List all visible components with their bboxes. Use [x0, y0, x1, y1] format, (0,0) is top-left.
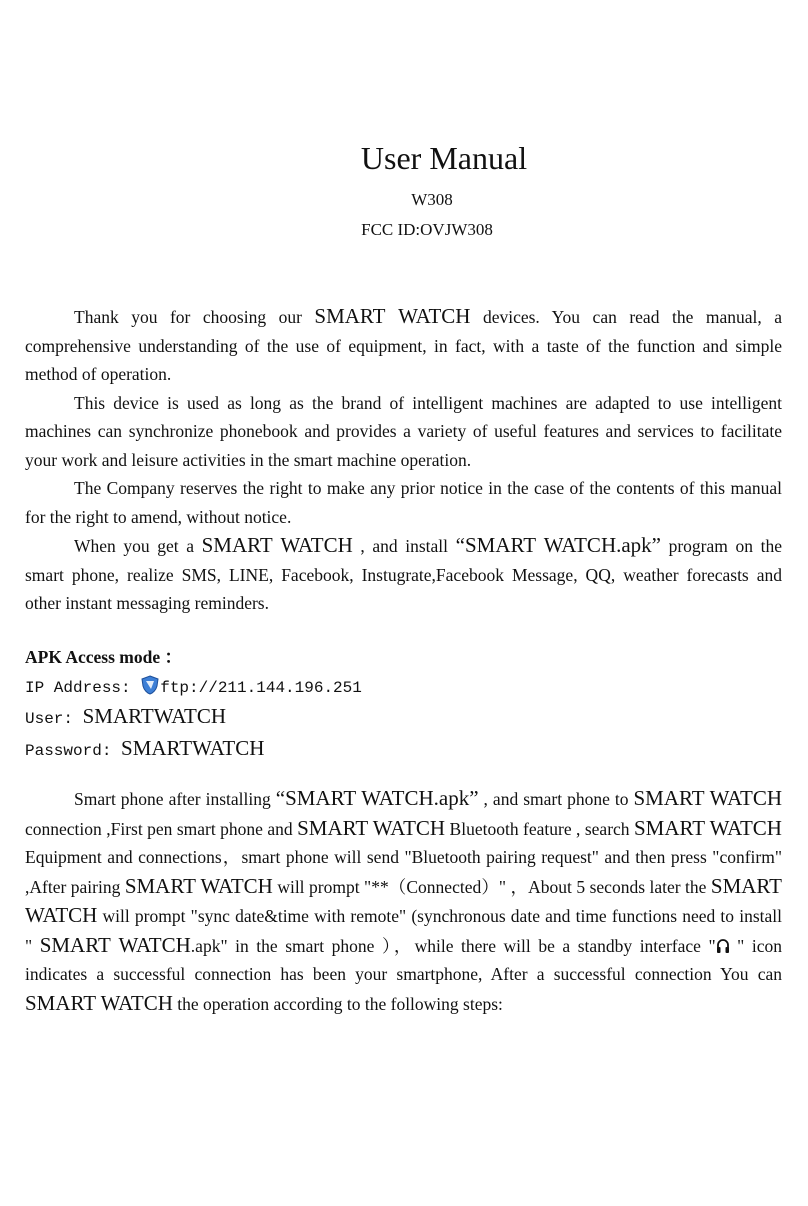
connection-section: [25, 784, 782, 1018]
user-label: User:: [25, 710, 83, 728]
connection-text: Bluetooth feature , search: [445, 818, 634, 839]
brand-name: SMART WATCH: [39, 932, 191, 957]
intro-text: When you get a: [74, 536, 202, 556]
brand-name: SMART WATCH: [633, 786, 783, 810]
intro-text: Thank you for choosing our: [74, 307, 315, 327]
intro-paragraph-2: This device is used as long as the brand of intelligent machines are adapted to use intelligent machines can synchronize phonebook and provides a variety of useful features and services to facilitate your work and leisure activities in the smart machine operation.: [25, 392, 782, 470]
brand-name: SMART WATCH: [201, 533, 353, 557]
intro-text: devices. You can read the manual, a comprehensive understanding of the use of equipment, in fact, with a taste of the function and simple method of operation.: [25, 307, 782, 384]
password-label: Password:: [25, 741, 122, 760]
ip-label: IP Address:: [25, 678, 141, 697]
intro-text: program on the smart phone, realize SMS, LINE, Facebook, Instugrate,Facebook Message, QQ, weather forecasts and other instant messaging reminders.: [25, 536, 782, 613]
model-number: W308: [411, 190, 453, 209]
user-value: SMARTWATCH: [82, 704, 227, 728]
intro-paragraph-4: [25, 531, 782, 618]
page-title: User Manual: [360, 140, 528, 176]
intro-text: , and install: [352, 536, 456, 556]
intro-paragraph-3: The Company reserves the right to make any prior notice in the case of the contents of this manual for the right to amend, without notice.: [25, 478, 782, 527]
connection-text: connection ,First pen smart phone and: [25, 818, 298, 839]
apk-name: “SMART WATCH.apk”: [275, 786, 479, 810]
password-value: SMARTWATCH: [121, 735, 265, 760]
headphone-icon: [716, 938, 730, 954]
connection-text: Equipment and connections，smart phone will send "Bluetooth pairing request" and then press "confirm" ,After pairing: [25, 847, 782, 897]
connection-text: .apk" in the smart phone ），while there will be a standby interface ": [190, 935, 716, 956]
brand-name: SMART WATCH: [124, 873, 273, 898]
brand-name: SMART WATCH: [25, 873, 782, 927]
intro-section: [25, 302, 782, 618]
connection-text: " icon indicates a successful connection has been your smartphone, After a successful connection You can: [25, 935, 782, 984]
apk-access-heading: APK Access mode ：: [25, 647, 182, 667]
connection-paragraph: [25, 784, 782, 1018]
brand-name: SMART WATCH: [25, 990, 173, 1015]
connection-text: the operation according to the following steps:: [172, 993, 503, 1014]
ftp-link[interactable]: ftp://211.144.196.251: [160, 678, 362, 697]
connection-text: , and smart phone to: [478, 789, 634, 809]
fcc-id: FCC ID:OVJW308: [361, 220, 493, 239]
apk-name: “SMART WATCH.apk”: [455, 533, 661, 557]
shield-icon: [140, 675, 160, 695]
brand-name: SMART WATCH: [633, 815, 782, 840]
brand-name: SMART WATCH: [297, 815, 446, 840]
brand-name: SMART WATCH: [314, 304, 471, 328]
connection-text: Smart phone after installing: [74, 789, 276, 809]
connection-text: will prompt "sync date&time with remote" (synchronous date and time functions need to install ": [25, 906, 782, 956]
ip-address-line: [25, 672, 782, 703]
password-line: [25, 734, 782, 766]
apk-access-section: [25, 643, 782, 765]
connection-text: will prompt "**（Connected）" ，About 5 seconds later the: [272, 876, 711, 897]
user-line: [25, 702, 782, 734]
intro-paragraph-1: [25, 302, 782, 389]
